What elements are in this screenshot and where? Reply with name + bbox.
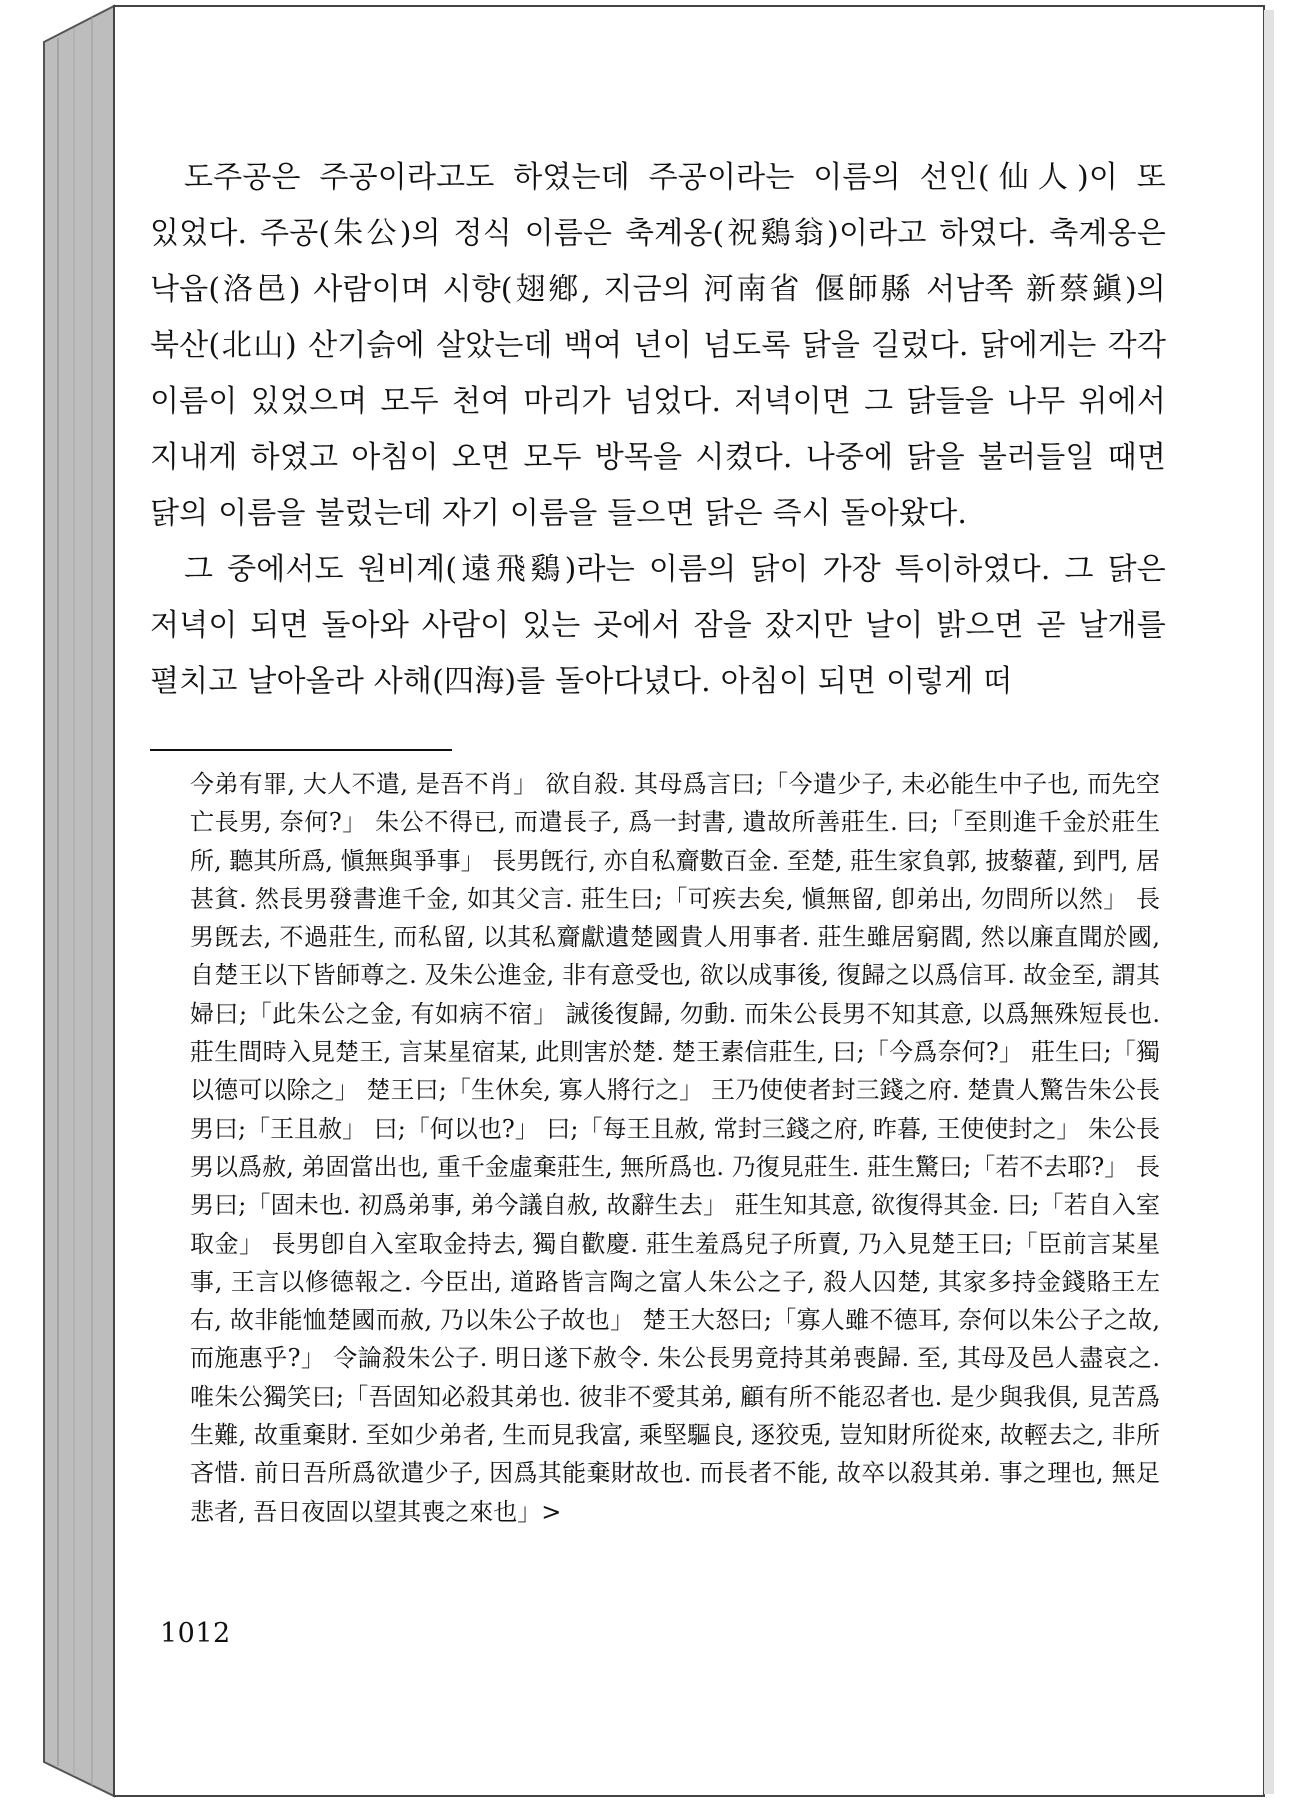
- footnote-divider: [150, 749, 452, 751]
- body-paragraph: 도주공은 주공이라고도 하였는데 주공이라는 이름의 선인(仙人)이 또 있었다. 주공(朱公)의 정식 이름은 축계옹(祝鷄翁)이라고 하였다. 축계옹은 낙읍(洛邑) 사람이며 시향(翅鄕, 지금의 河南省 偃師縣 서남쪽 新蔡鎭)의 북산(北山) 산기슭에 살았는데 백여 년이 넘도록 닭을 길렀다. 닭에게는 각각 이름이 있었으며 모두 천여 마리가 넘었다. 저녁이면 그 닭들을 나무 위에서 지내게 하였고 아침이 오면 모두 방목을 시켰다. 나중에 닭을 불러들일 때면 닭의 이름을 불렀는데 자기 이름을 들으면 닭은 즉시 돌아왔다.: [150, 160, 1166, 531]
- page-number: 1012: [160, 1618, 231, 1649]
- main-text: [150, 150, 1166, 710]
- body-paragraph: 그 중에서도 원비계(遠飛鷄)라는 이름의 닭이 가장 특이하였다. 그 닭은 저녁이 되면 돌아와 사람이 있는 곳에서 잠을 잤지만 날이 밝으면 곧 날개를 펼치고 날아올라 사해(四海)를 돌아다녔다. 아침이 되면 이렇게 떠: [150, 552, 1166, 699]
- footnote-text: 今弟有罪, 大人不遣, 是吾不肖」 欲自殺. 其母爲言曰;「今遣少子, 未必能生中子也, 而先空亡長男, 奈何?」 朱公不得已, 而遣長子, 爲一封書, 遺故所善莊生. 曰;「至則進千金於莊生所, 聽其所爲, 愼無與爭事」 長男旣行, 亦自私齎數百金. 至楚, 莊生家負郭, 披藜藋, 到門, 居甚貧. 然長男發書進千金, 如其父言. 莊生曰;「可疾去矣, 愼無留, 卽弟出, 勿問所以然」 長男旣去, 不過莊生, 而私留, 以其私齎獻遺楚國貴人用事者. 莊生雖居窮閻, 然以廉直聞於國, 自楚王以下皆師尊之. 及朱公進金, 非有意受也, 欲以成事後, 復歸之以爲信耳. 故金至, 謂其婦曰;「此朱公之金, 有如病不宿」 誡後復歸, 勿動. 而朱公長男不知其意, 以爲無殊短長也. 莊生間時入見楚王, 言某星宿某, 此則害於楚. 楚王素信莊生, 曰;「今爲奈何?」 莊生曰;「獨以德可以除之」 楚王曰;「生休矣, 寡人將行之」 王乃使使者封三錢之府. 楚貴人驚告朱公長男曰;「王且赦」 曰;「何以也?」 曰;「每王且赦, 常封三錢之府, 昨暮, 王使使封之」 朱公長男以爲赦, 弟固當出也, 重千金虛棄莊生, 無所爲也. 乃復見莊生. 莊生驚曰;「若不去耶?」 長男曰;「固未也. 初爲弟事, 弟今議自赦, 故辭生去」 莊生知其意, 欲復得其金. 曰;「若自入室取金」 長男卽自入室取金持去, 獨自歡慶. 莊生羞爲兒子所賣, 乃入見楚王曰;「臣前言某星事, 王言以修德報之. 今臣出, 道路皆言陶之富人朱公之子, 殺人囚楚, 其家多持金錢賂王左右, 故非能恤楚國而赦, 乃以朱公子故也」 楚王大怒曰;「寡人雖不德耳, 奈何以朱公子之故, 而施惠乎?」 令論殺朱公子. 明日遂下赦令. 朱公長男竟持其弟喪歸. 至, 其母及邑人盡哀之. 唯朱公獨笑曰;「吾固知必殺其弟也. 彼非不愛其弟, 顧有所不能忍者也. 是少與我俱, 見苦爲生難, 故重棄財. 至如少弟者, 生而見我富, 乘堅驅良, 逐狡兎, 豈知財所從來, 故輕去之, 非所吝惜. 前日吾所爲欲遣少子, 因爲其能棄財故也. 而長者不能, 故卒以殺其弟. 事之理也, 無足悲者, 吾日夜固以望其喪之來也」>: [190, 770, 1160, 1526]
